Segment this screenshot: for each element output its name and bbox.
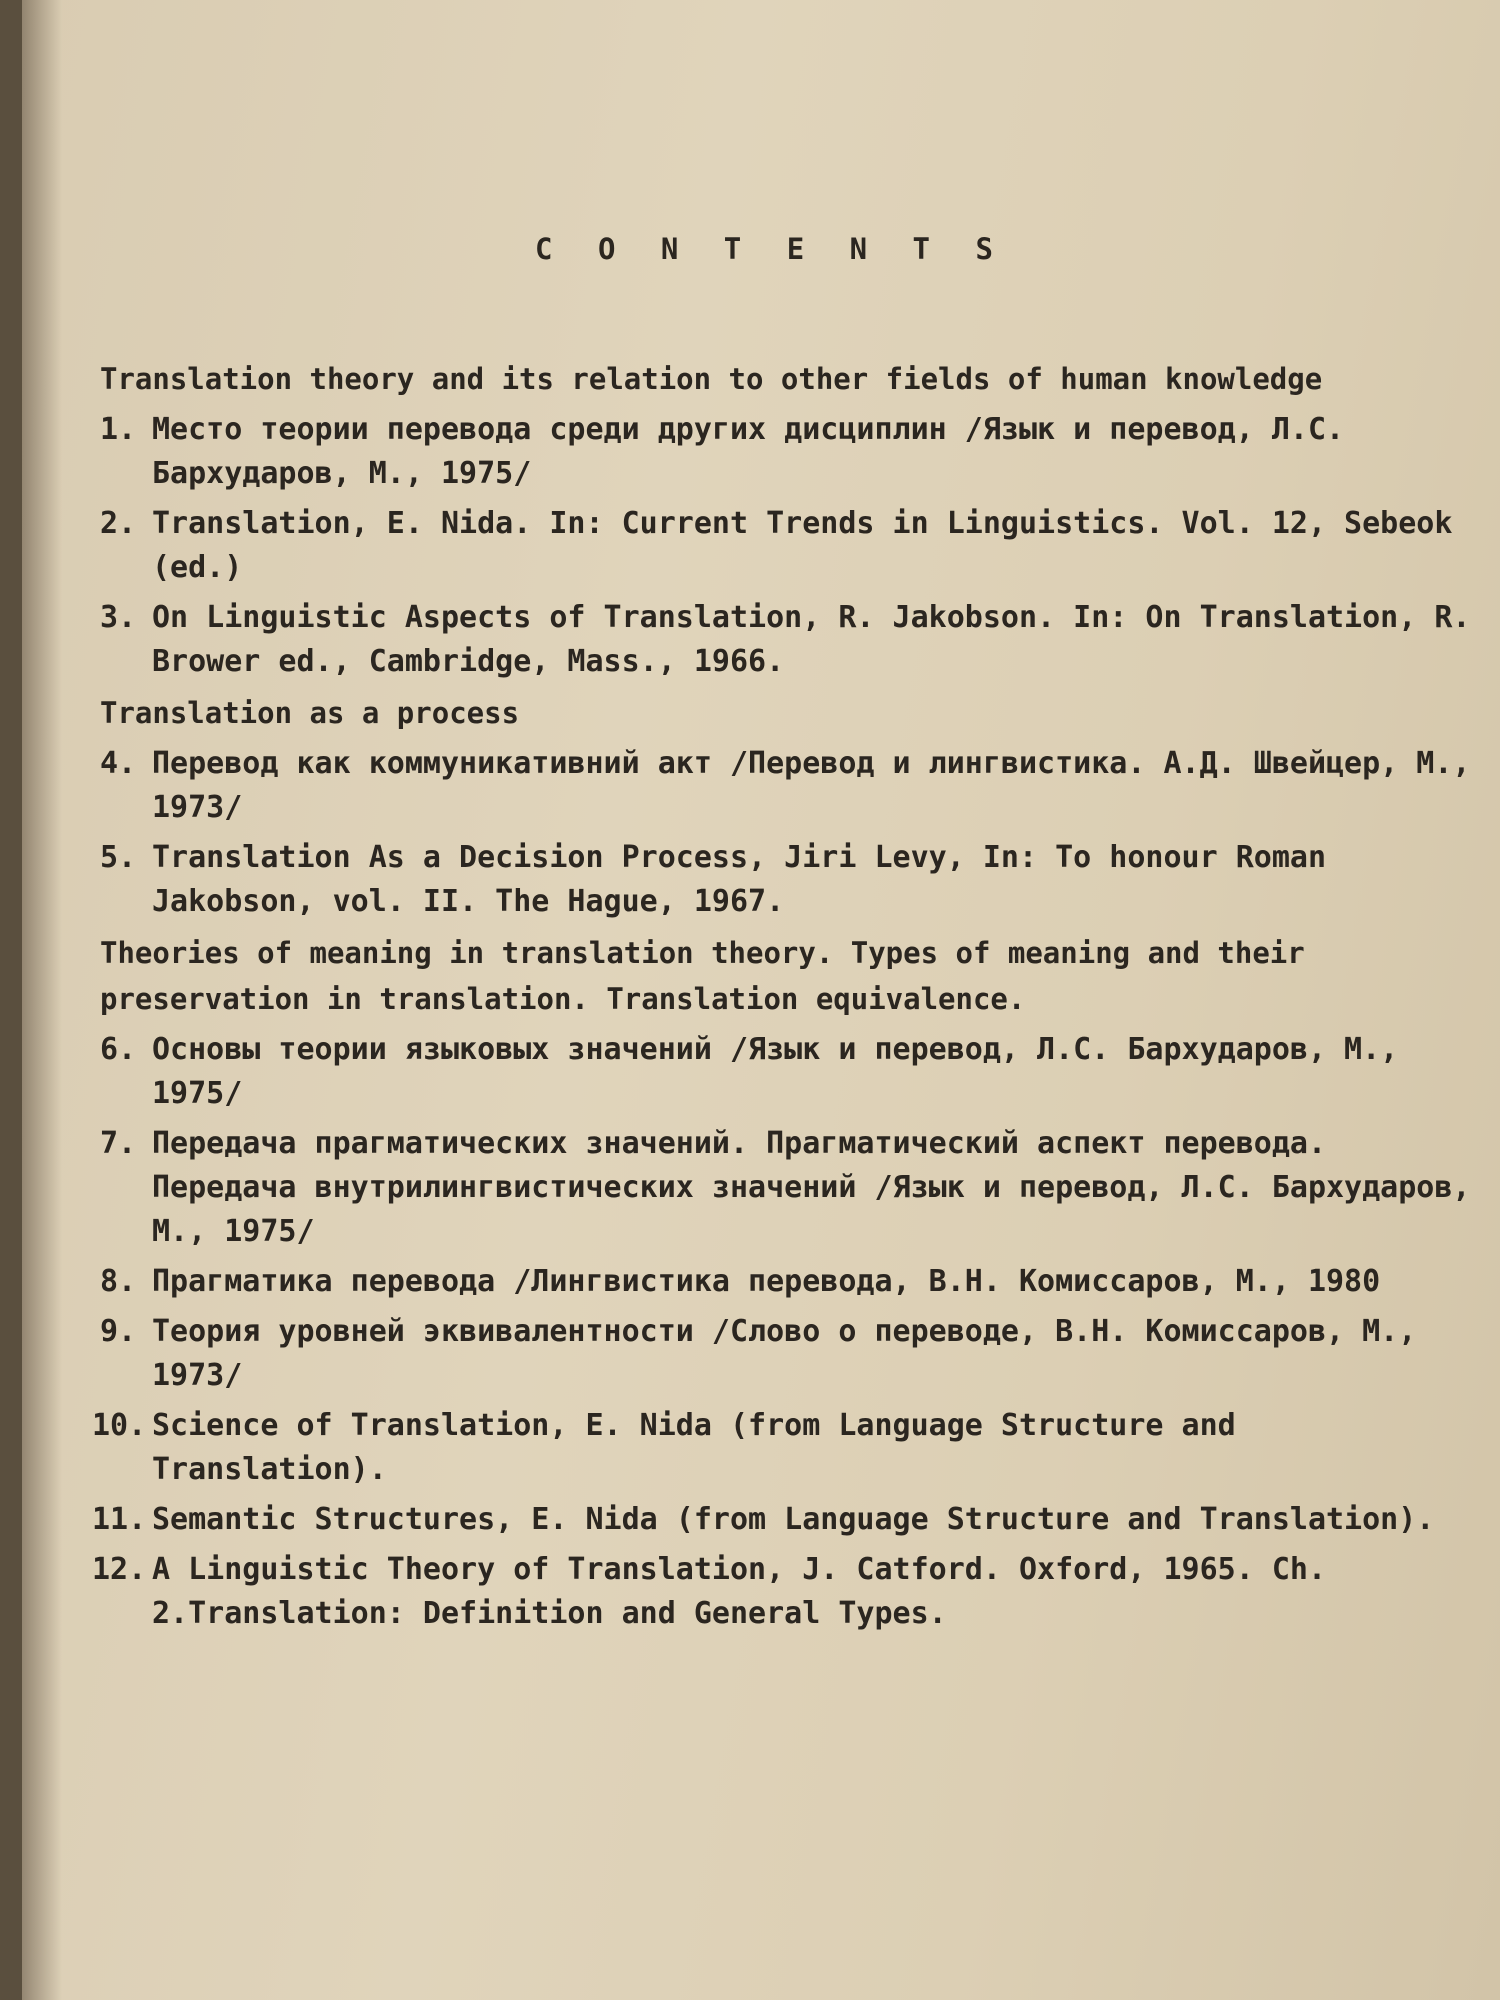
section-heading: Translation theory and its relation to other fields of human knowledge xyxy=(100,362,1323,396)
toc-entry xyxy=(100,408,1480,496)
entry-number: 4. xyxy=(100,746,137,781)
entry-number: 11. xyxy=(92,1502,147,1537)
entry-number: 9. xyxy=(100,1314,137,1349)
entry-number: 1. xyxy=(100,412,137,447)
entry-number: 3. xyxy=(100,600,137,635)
toc-entry xyxy=(100,836,1480,924)
entry-text: Теория уровней эквивалентности /Слово о переводе, В.Н. Комиссаров, М., 1973/ xyxy=(152,1314,1417,1393)
entry-text: Прагматика перевода /Лингвистика перевода, В.Н. Комиссаров, М., 1980 xyxy=(152,1264,1381,1299)
entry-text: Science of Translation, E. Nida (from Language Structure and Translation). xyxy=(152,1408,1236,1487)
entry-text: On Linguistic Aspects of Translation, R. Jakobson. In: On Translation, R. Brower ed., Cambridge, Mass., 1966. xyxy=(152,600,1471,679)
section-heading: Translation as a process xyxy=(100,696,520,730)
toc-entry xyxy=(92,1548,1480,1636)
entry-text: Translation As a Decision Process, Jiri Levy, In: To honour Roman Jakobson, vol. II. The Hague, 1967. xyxy=(152,840,1326,919)
entry-text: Место теории перевода среди других дисциплин /Язык и перевод, Л.С. Бархударов, М., 1975/ xyxy=(152,412,1345,491)
toc-entry xyxy=(100,502,1480,590)
toc-entry xyxy=(92,1404,1480,1492)
toc-entry xyxy=(100,742,1480,830)
entry-text: Передача прагматических значений. Прагматический аспект перевода. Передача внутрилингвистических значений /Язык и перевод, Л.С. Бархударов, М., 1975/ xyxy=(152,1126,1471,1249)
section-heading: Theories of meaning in translation theory. Types of meaning and their preservation in translation. Translation equivalence. xyxy=(100,936,1305,1016)
document-page xyxy=(22,0,1500,2000)
entry-number: 7. xyxy=(100,1126,137,1161)
toc-entry xyxy=(100,1028,1480,1116)
entry-number: 12. xyxy=(92,1552,147,1587)
entry-number: 10. xyxy=(92,1408,147,1443)
table-of-contents xyxy=(92,350,1480,1636)
entry-text: Основы теории языковых значений /Язык и перевод, Л.С. Бархударов, М., 1975/ xyxy=(152,1032,1399,1111)
entry-text: Translation, E. Nida. In: Current Trends in Linguistics. Vol. 12, Sebeok (ed.) xyxy=(152,506,1453,585)
page-title: C O N T E N T S xyxy=(535,232,1007,266)
toc-entry xyxy=(100,1310,1480,1398)
toc-entry xyxy=(100,1122,1480,1254)
toc-entry xyxy=(100,596,1480,684)
entry-number: 6. xyxy=(100,1032,137,1067)
entry-text: Перевод как коммуникативний акт /Перевод и лингвистика. А.Д. Швейцер, М., 1973/ xyxy=(152,746,1471,825)
entry-number: 8. xyxy=(100,1264,137,1299)
entry-text: A Linguistic Theory of Translation, J. Catford. Oxford, 1965. Ch. 2.Translation: Definition and General Types. xyxy=(152,1552,1326,1631)
entry-number: 5. xyxy=(100,840,137,875)
toc-entry xyxy=(100,1260,1480,1304)
page-spine-shadow xyxy=(22,0,62,2000)
toc-entry xyxy=(92,1498,1480,1542)
entry-number: 2. xyxy=(100,506,137,541)
entry-text: Semantic Structures, E. Nida (from Language Structure and Translation). xyxy=(152,1502,1435,1537)
